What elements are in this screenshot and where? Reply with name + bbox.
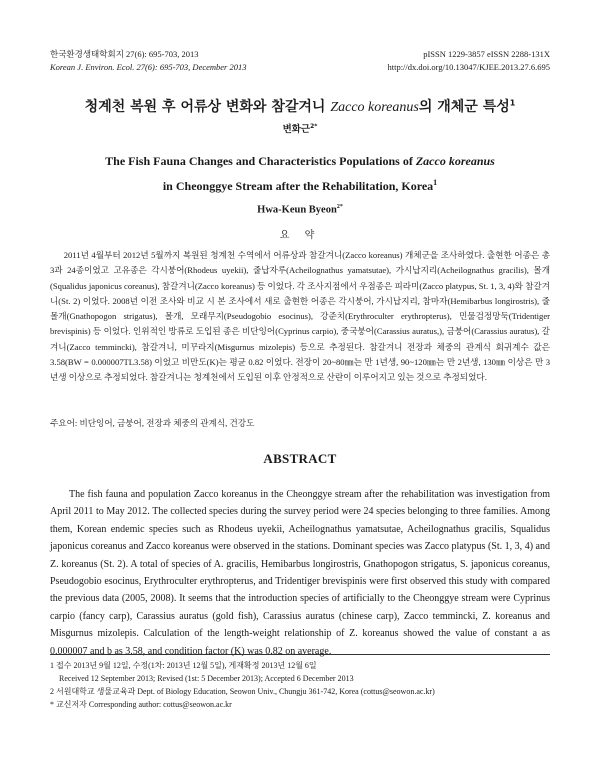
author-korean: [0, 121, 600, 135]
footnotes: [50, 659, 560, 711]
footnote-affiliation: 2 서원대학교 생물교육과 Dept. of Biology Education, Seowon Univ., Chungju 361-742, Korea (cottus@seowon.ac.kr): [50, 687, 435, 696]
title-english-footnote-mark: 1: [433, 178, 438, 187]
title-korean-part2: 의 개체군 특성: [418, 99, 510, 115]
english-abstract-body: The fish fauna and population Zacco koreanus in the Cheonggye stream after the rehabilitation was investigation from April 2011 to May 2012. The collected species during the survey period were 24 species belonging to three families. Among them, Korean endemic species such as Rhodeus uyekii, Acheilognathus yamatsutae, Acheilognathus gracilis, Squalidus japonicus coreanus and Zacco koreanus were observed in the stations. Dominant species was Zacco platypus (St. 1, 3, 4) and Z. koreanus (St. 2). A total of species of A. gracilis, Hemibarbus longirostris, Gnathopogon strigatus, S. japonicus coreanus, Pseudogobio esocinus, Erythroculter erythropterus, and Tridentiger brevispinis were first observed this study with compared the previous data (2005, 2008). It seems that the introduction species of artificially to the Cheonggye stream were Cyprinus carpio (fancy carp), Carassius auratus (gold fish), Carassius auratus (chinese carp), Zacco temmincki, Z. koreanus and Misgurnus mizolepis. Calculation of the length-weight relationship of Z. koreanus showed the value of constant a as 0.000007 and b as 3.58, and condition factor (K) was 0.82 on average.: [50, 489, 550, 657]
footnote-divider: [50, 654, 550, 655]
footnote-corresponding: * 교신저자 Corresponding author: cottus@seowon.ac.kr: [50, 700, 232, 709]
journal-header: [50, 48, 550, 78]
title-korean-footnote-mark: 1: [509, 98, 516, 108]
title-korean: [0, 96, 600, 116]
title-english-line2: in Cheonggye Stream after the Rehabilitation, Korea: [162, 179, 434, 193]
title-english-species: Zacco koreanus: [415, 154, 495, 168]
author-english-mark: 2*: [336, 204, 343, 210]
issn: pISSN 1229-3857 eISSN 2288-131X: [423, 49, 550, 59]
korean-keywords: 주요어: 비단잉어, 금붕어, 전장과 체중의 관계식, 건강도: [50, 418, 255, 428]
title-english: [40, 150, 560, 197]
author-korean-name: 변화근: [282, 124, 311, 135]
title-korean-species: Zacco koreanus: [330, 100, 419, 115]
korean-abstract-heading: 요 약: [279, 230, 321, 241]
title-english-line1: The Fish Fauna Changes and Characteristics Populations of: [105, 154, 416, 168]
journal-citation-ko: 한국환경생태학회지 27(6): 695-703, 2013: [50, 49, 199, 59]
journal-citation-en: Korean J. Environ. Ecol. 27(6): 695-703, December 2013: [50, 62, 247, 72]
korean-abstract-body: 2011년 4월부터 2012년 5월까지 복원된 청계천 수역에서 어류상과 참갈겨니(Zacco koreanus) 개체군을 조사하였다. 출현한 어종은 총 3과 24종이었고 고유종은 각시붕어(Rhodeus uyekii), 줄납자루(Acheilognathus yamatsutae), 가시납지리(Acheilognathus gracilis), 몰개(Squalidus japonicus coreanus), 참갈겨니(Zacco koreanus) 등 이었다. 각 조사지점에서 우점종은 피라미(Zacco platypus, St. 1, 3, 4)와 참갈겨니(St. 2) 이었다. 2008년 이전 조사와 비교 시 본 조사에서 새로 출현한 어종은 각시붕어, 가시납지리, 참마자(Hemibarbus longirostris), 줄몰개(Gnathopogon strigatus), 몰개, 모래무지(Pseudogobio esocinus), 강준치(Erythroculter erythropterus), 민물검정망둑(Tridentiger brevispinis) 등 이었다. 인위적인 방류로 도입된 종은 비단잉어(Cyprinus carpio), 중국붕어(Carassius auratus,), 금붕어(Carassius auratus), 갈겨니(Zacco temmincki), 참갈겨니, 미꾸라지(Misgurnus mizolepis) 등으로 추정된다. 참갈겨니 전장과 체중의 관계식 회귀계수 값은 3.58(BW = 0.000007TL3.58) 이었고 비만도(K)는 평균 0.82 이었다. 전장이 20~80㎜는 만 1년생, 90~120㎜는 만 2년생, 130㎜ 이상은 만 3년생 이상으로 추정되었다. 참갈겨니는 청계천에서 도입된 이후 안정적으로 산란이 이루어지고 있는 것으로 추정되었다.: [50, 250, 550, 383]
author-english: [0, 204, 600, 216]
author-korean-mark: 2*: [310, 122, 318, 130]
footnote-received-ko: 1 접수 2013년 9월 12일, 수정(1차: 2013년 12월 5일), 게재확정 2013년 12월 6일: [50, 661, 317, 670]
footnote-received-en: Received 12 September 2013; Revised (1st: 5 December 2013); Accepted 6 December 2013: [59, 674, 354, 683]
doi-link[interactable]: http://dx.doi.org/10.13047/KJEE.2013.27.6.695: [387, 62, 550, 72]
english-abstract-heading: ABSTRACT: [263, 451, 337, 466]
title-korean-part1: 청계천 복원 후 어류상 변화와 참갈겨니: [84, 99, 331, 115]
author-english-name: Hwa-Keun Byeon: [257, 204, 337, 216]
